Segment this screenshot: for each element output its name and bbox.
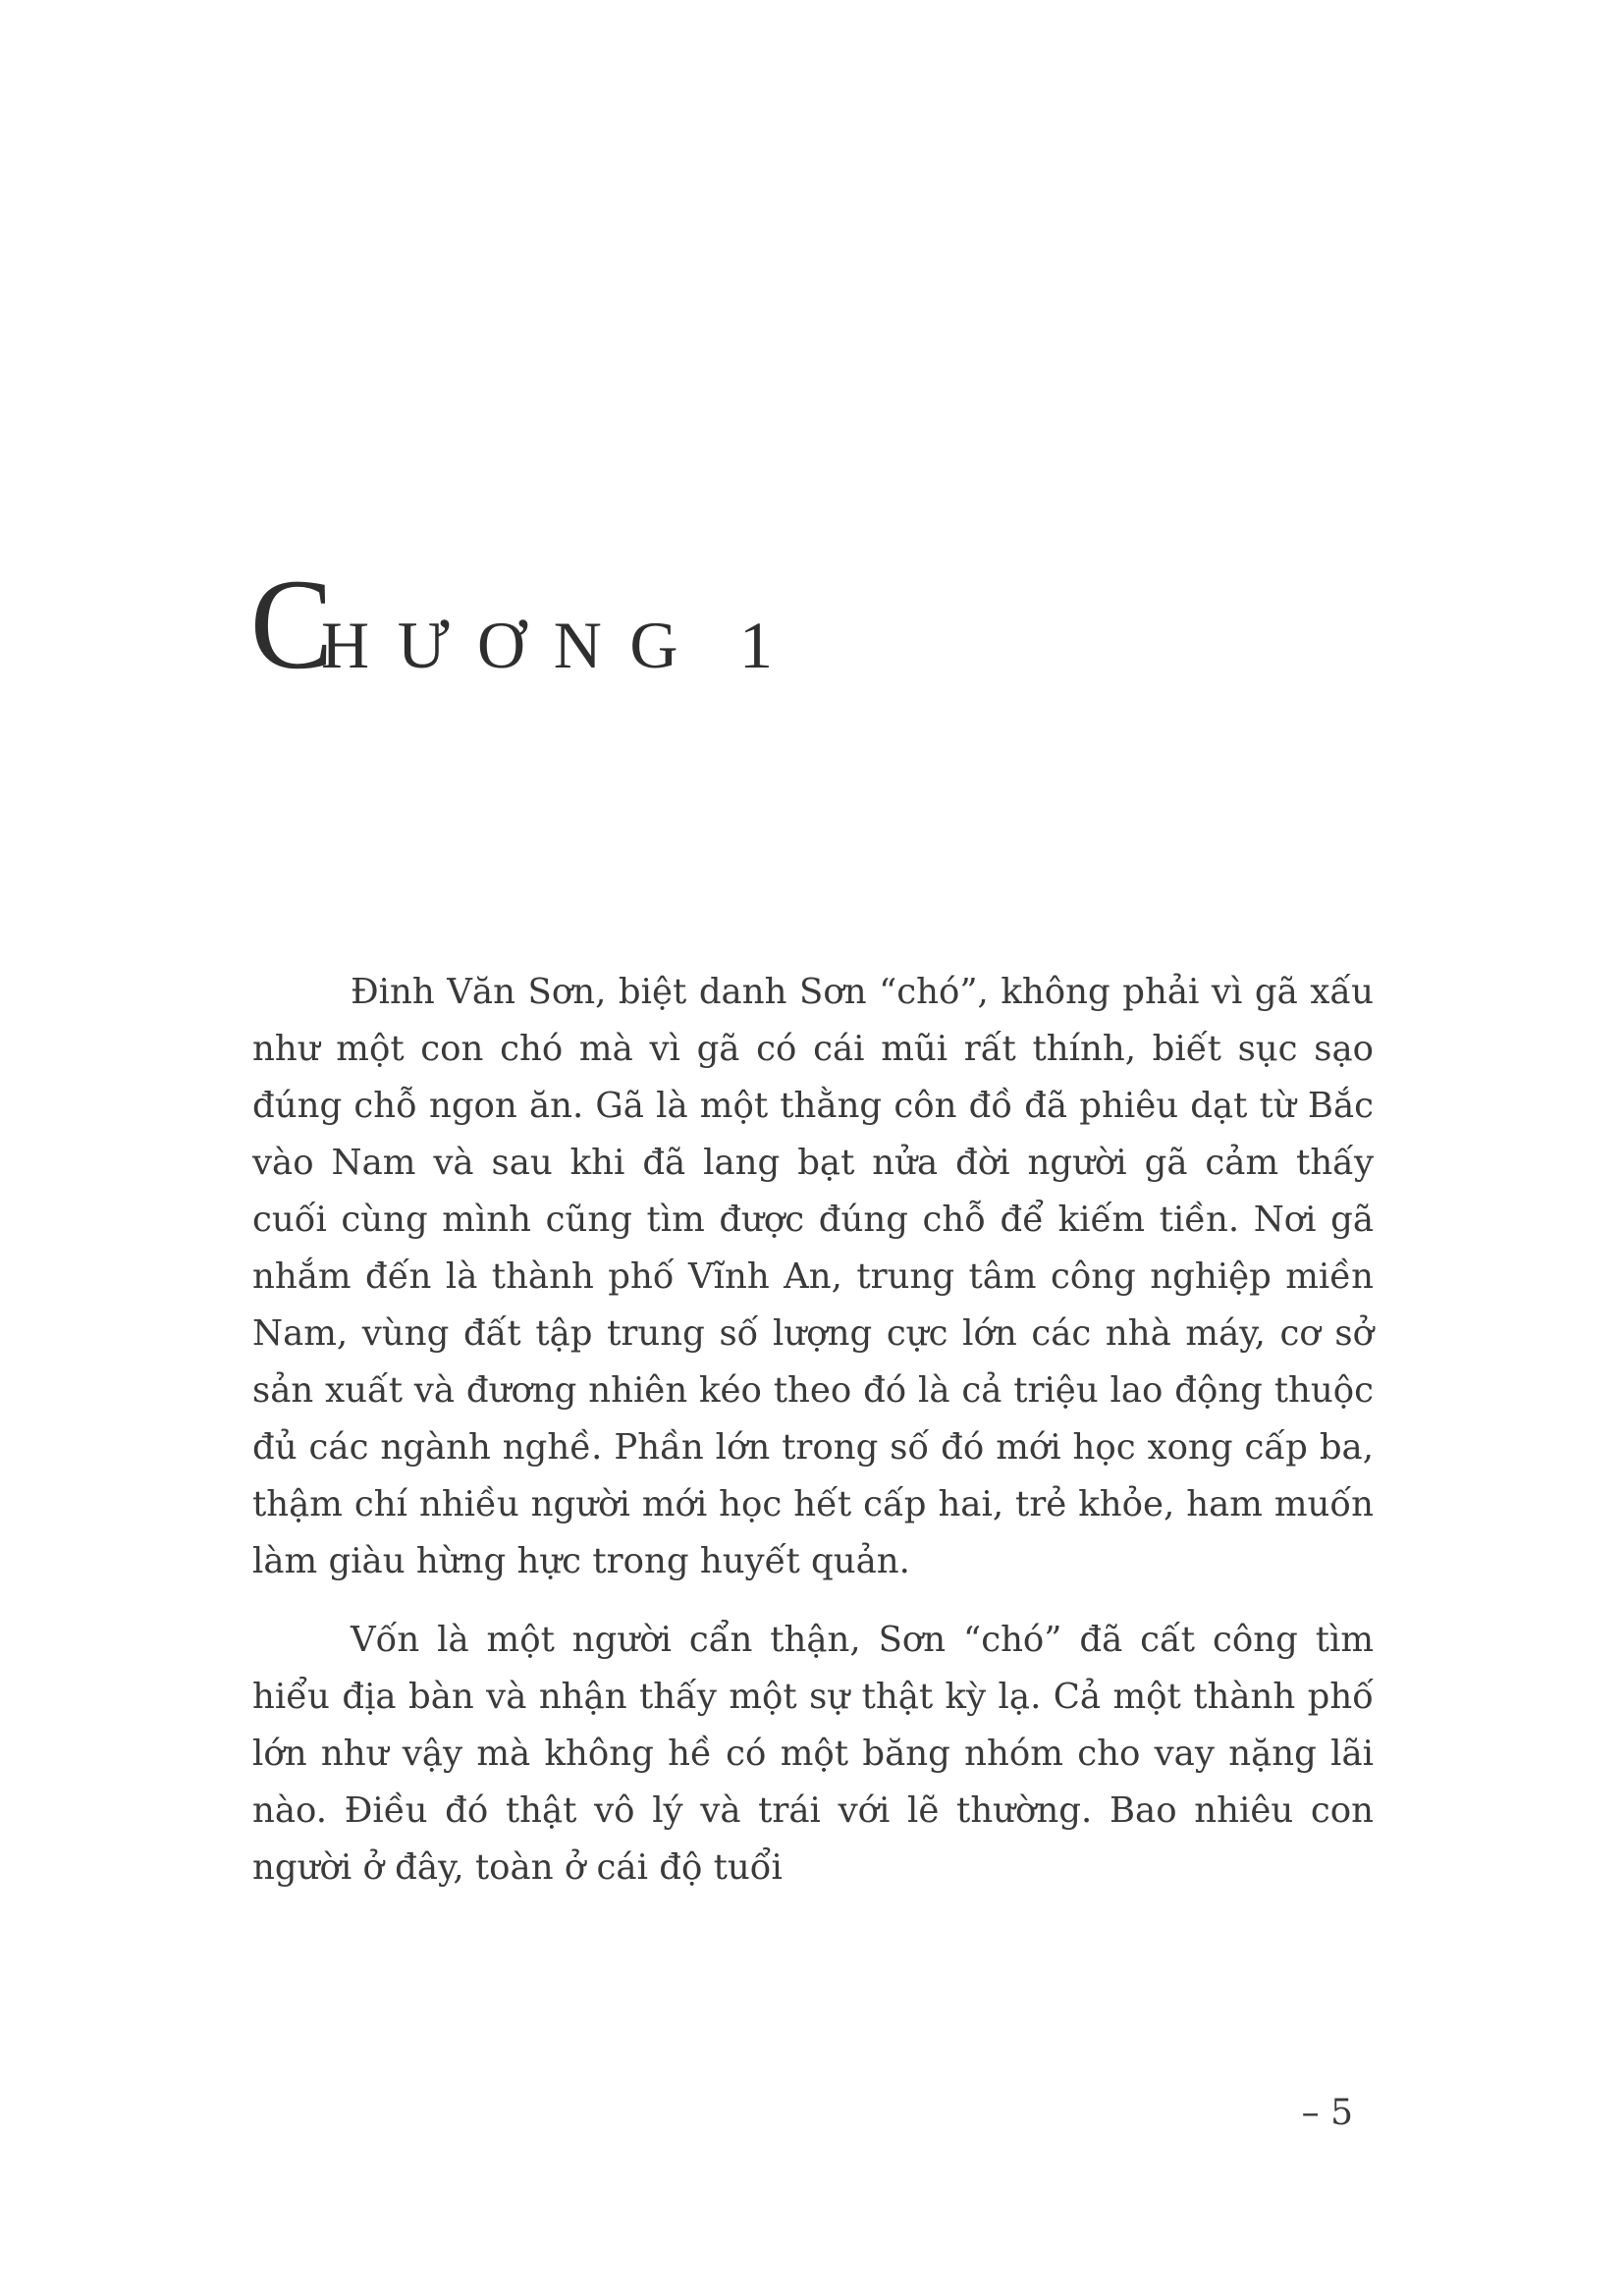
chapter-body (252, 964, 1374, 1918)
chapter-heading (248, 552, 774, 696)
chapter-title-text: HƯƠNG (321, 608, 707, 682)
body-paragraph: Đinh Văn Sơn, biệt danh Sơn “chó”, không phải vì gã xấu như một con chó mà vì gã có cái mũi rất thính, biết sục sạo đúng chỗ ngon ăn. Gã là một thằng côn đồ đã phiêu dạt từ Bắc vào Nam và sau khi đã lang bạt nửa đời người gã cảm thấy cuối cùng mình cũng tìm được đúng chỗ để kiếm tiền. Nơi gã nhắm đến là thành phố Vĩnh An, trung tâm công nghiệp miền Nam, vùng đất tập trung số lượng cực lớn các nhà máy, cơ sở sản xuất và đương nhiên kéo theo đó là cả triệu lao động thuộc đủ các ngành nghề. Phần lớn trong số đó mới học xong cấp ba, thậm chí nhiều người mới học hết cấp hai, trẻ khỏe, ham muốn làm giàu hừng hực trong huyết quản. (252, 972, 1374, 1581)
page-number: – 5 (1301, 2093, 1353, 2133)
body-paragraph: Vốn là một người cẩn thận, Sơn “chó” đã cất công tìm hiểu địa bàn và nhận thấy một sự thật kỳ lạ. Cả một thành phố lớn như vậy mà không hề có một băng nhóm cho vay nặng lãi nào. Điều đó thật vô lý và trái với lẽ thường. Bao nhiêu con người ở đây, toàn ở cái độ tuổi (252, 1620, 1374, 1888)
chapter-initial-letter: C (249, 552, 334, 696)
chapter-number: 1 (739, 608, 774, 682)
